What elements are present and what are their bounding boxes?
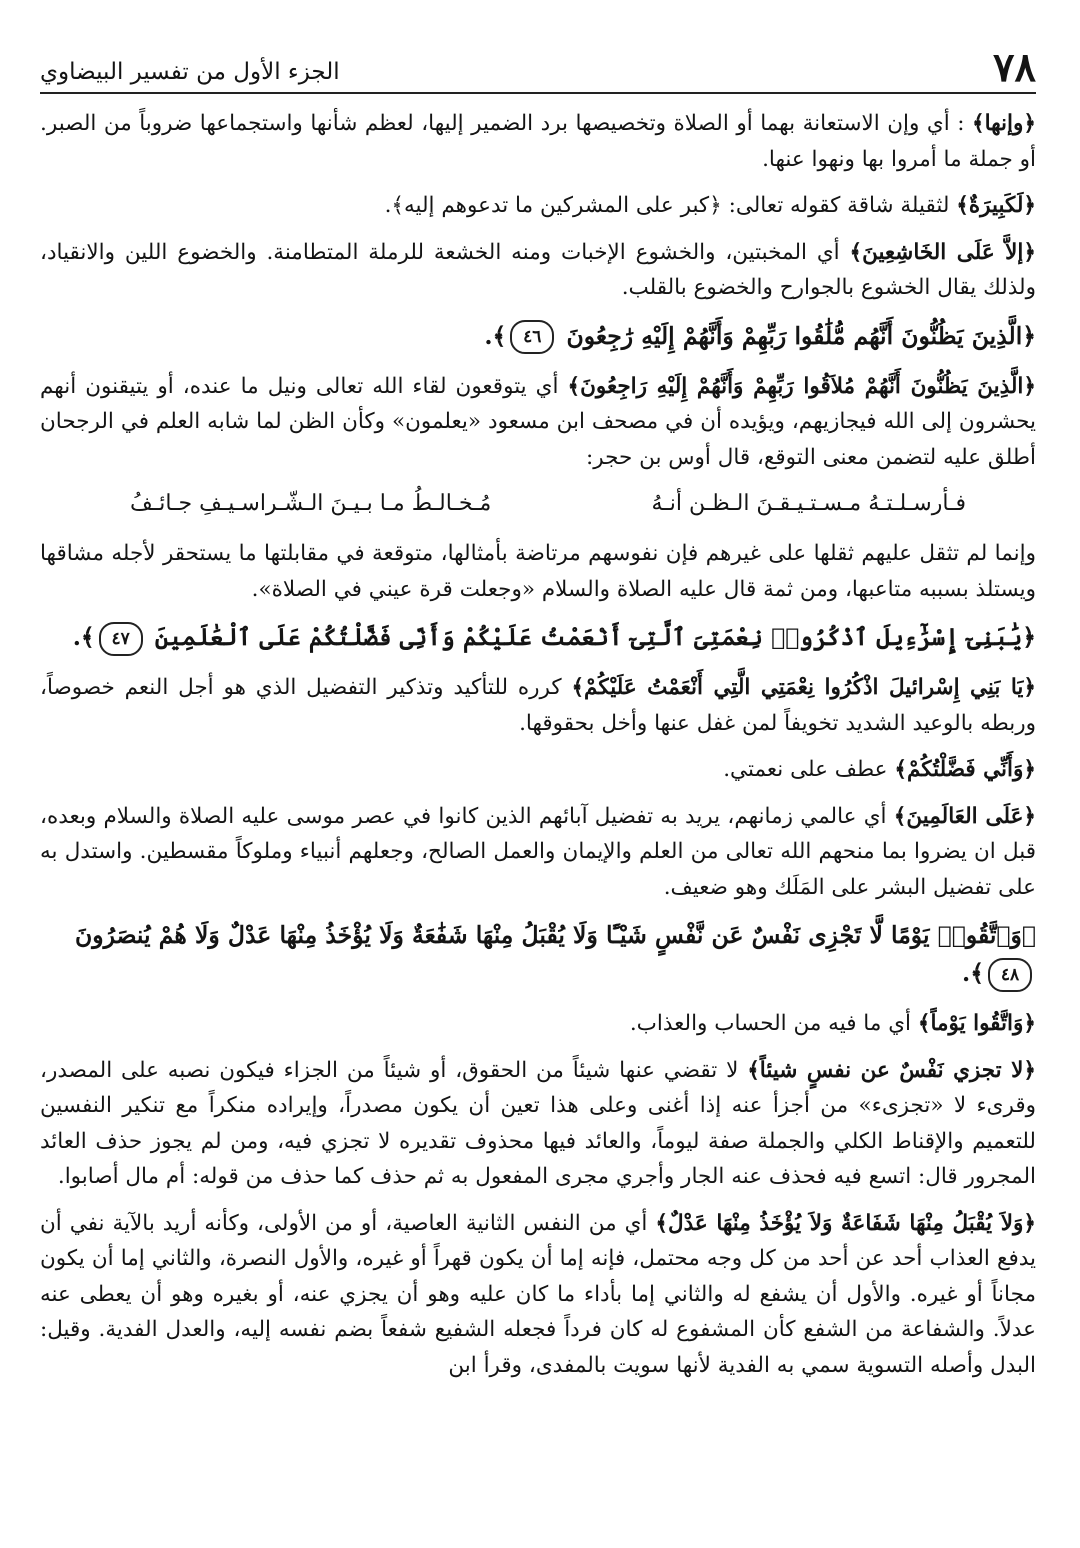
verse-end: ﴾. bbox=[72, 623, 95, 651]
commentary-paragraph bbox=[40, 188, 1036, 224]
poetry-verse bbox=[130, 486, 966, 522]
commentary-text: كرره للتأكيد وتذكير التفضيل الذي هو أجل النعم خصوصاً، وربطه بالوعيد الشديد تخويفاً لمن غفل عنها وأخل بحقوقها. bbox=[40, 675, 1036, 736]
quoted-keyword: ﴿الَّذِينَ يَظُنُّونَ أَنَّهُمْ مُلاَقُوا رَبِّهِمْ وَأَنَّهُمْ إِلَيْهِ رَاجِعُونَ﴾ bbox=[567, 373, 1037, 399]
quran-verse bbox=[40, 317, 1036, 355]
commentary-paragraph bbox=[40, 1053, 1036, 1195]
commentary-paragraph bbox=[40, 1206, 1036, 1384]
commentary-text: لثقيلة شاقة كقوله تعالى: ﴿كبر على المشركين ما تدعوهم إليه﴾. bbox=[384, 193, 957, 218]
poem-second-hemistich: مُـخـالـطُ مـا بـيـنَ الـشّـراسـيـفِ جـائـفُ bbox=[130, 491, 492, 516]
quoted-keyword: ﴿لَكَبِيرَةٌ﴾ bbox=[956, 193, 1036, 218]
verse-text: ﴿الَّذِينَ يَظُنُّونَ أَنَّهُم مُّلَٰقُوا رَبِّهِمْ وَأَنَّهُمْ إِلَيْهِ رَٰجِعُونَ bbox=[566, 321, 1036, 350]
commentary-paragraph bbox=[40, 799, 1036, 906]
commentary-text: وإنما لم تثقل عليهم ثقلها على غيرهم فإن نفوسهم مرتاضة بأمثالها، متوقعة في مقابلتها ما يستحقر لأجله مشاقها ويستلذ بسببه متاعبها، ومن ثمة قال عليه الصلاة والسلام «وجعلت قرة عيني في الصلاة». bbox=[40, 541, 1036, 602]
commentary-paragraph bbox=[40, 369, 1036, 476]
ayah-number-marker: ٤٧ bbox=[99, 622, 143, 656]
commentary-text: أي ما فيه من الحساب والعذاب. bbox=[629, 1011, 918, 1036]
quoted-keyword: ﴿يَا بَنِي إِسْرائيلَ اذْكُرُوا نِعْمَتِي الَّتِي أَنْعَمْتُ عَلَيْكُمْ﴾ bbox=[571, 675, 1036, 700]
commentary-text: لا تقضي عنها شيئاً من الحقوق، أو شيئاً من الجزاء فيكون نصبه على المصدر، وقرىء لا «تجزىء» من أجزأ عنه إذا أغنى وعلى هذا تعين أن يكون مصدراً، وإيراده منكراً مع تنكير النفسين للتعميم والإقناط الكلي والجملة صفة ليوماً، والعائد فيها محذوف تقديره لا تجزي فيه، ومن لم يجوز حذف العائد المجرور قال: اتسع فيه فحذف عنه الجار وأجري مجرى المفعول به ثم حذف كما حذف من قوله: أم مال أصابوا. bbox=[40, 1057, 1036, 1189]
verse-text: ﴿وَٱتَّقُوا۟ يَوْمًا لَّا تَجْزِى نَفْسٌ عَن نَّفْسٍ شَيْـًٔا وَلَا يُقْبَلُ مِنْهَا شَفَٰعَةٌ وَلَا يُؤْخَذُ مِنْهَا عَدْلٌ وَلَا هُمْ يُنصَرُونَ bbox=[74, 921, 1036, 949]
page-body bbox=[40, 106, 1036, 1383]
commentary-paragraph bbox=[40, 536, 1036, 607]
commentary-text: : أي وإن الاستعانة بهما أو الصلاة وتخصيصها برد الضمير إليها، لعظم شأنها واستجماعها ضروباً من الصبر. أو جملة ما أمروا بها ونهوا عنها. bbox=[40, 111, 1036, 172]
verse-end: ﴾. bbox=[962, 959, 984, 987]
commentary-paragraph bbox=[40, 235, 1036, 306]
quoted-keyword: ﴿وَأَنِّي فَضَّلْتُكُمْ﴾ bbox=[894, 757, 1036, 782]
poem-first-hemistich: فـأرسـلـتـهُ مـسـتـيـقـنَ الـظـن أنـهُ bbox=[651, 491, 966, 516]
commentary-text: أي عالمي زمانهم، يريد به تفضيل آبائهم الذين كانوا في عصر موسى عليه الصلاة والسلام وبعده، قبل ان يضروا بما منحهم الله تعالى من العلم والإيمان والعمل الصالح، وجعلهم أنبياء وملوكاً مقسطين. واستدل به على تفضيل البشر على المَلَك وهو ضعيف. bbox=[40, 803, 1036, 900]
commentary-paragraph bbox=[40, 1006, 1036, 1042]
ayah-number-marker: ٤٨ bbox=[988, 958, 1032, 992]
quoted-keyword: ﴿وَاتَّقُوا يَوْماً﴾ bbox=[917, 1011, 1036, 1036]
quoted-keyword: ﴿إلاَّ عَلَى الخَاشِعِينَ﴾ bbox=[849, 239, 1036, 265]
commentary-paragraph bbox=[40, 106, 1036, 177]
quoted-keyword: ﴿لا تجزي نَفْسٌ عن نفسٍ شيئاً﴾ bbox=[747, 1057, 1037, 1083]
verse-text: ﴿يَٰبَنِىٓ إِسْرَٰٓءِيلَ ٱذْكُرُوا۟ نِعْمَتِىَ ٱلَّتِىٓ أَنْعَمْتُ عَلَيْكُمْ وَأَنِّى فَضَّلْتُكُمْ عَلَى ٱلْعَٰلَمِينَ bbox=[154, 623, 1036, 651]
quoted-keyword: ﴿وإنها﴾ bbox=[972, 111, 1036, 136]
commentary-text: أي المخبتين، والخشوع الإخبات ومنه الخشعة للرملة المتطامنة. والخضوع اللين والانقياد، ولذلك يقال الخشوع بالجوارح والخضوع بالقلب. bbox=[40, 239, 1036, 300]
commentary-paragraph bbox=[40, 670, 1036, 741]
commentary-text: أي من النفس الثانية العاصية، أو من الأولى، وكأنه أريد بالآية نفي أن يدفع العذاب أحد عن أحد من كل وجه محتمل، فإنه إما أن يكون قهراً أو غيره، والأول النصرة، والثاني إما أن يكون مجاناً أو غيره. والأول أن يشفع له والثاني إما بأداء ما كان عليه وهو أن يجزي عنه، أو بغيره وهو أن يعطى عنه عدلاً. والشفاعة من الشفع كأن المشفوع له كان فرداً فجعله الشفيع شفعاً بضم نفسه إليه، والعدل الفدية. وقيل: البدل وأصله التسوية سمي به الفدية لأنها سويت بالمفدى، وقرأ ابن bbox=[40, 1210, 1036, 1378]
quoted-keyword: ﴿عَلَى العَالَمِينَ﴾ bbox=[893, 803, 1036, 829]
commentary-text: أي يتوقعون لقاء الله تعالى ونيل ما عنده، أو يتيقنون أنهم يحشرون إلى الله فيجازيهم، ويؤيده أن في مصحف ابن مسعود «يعلمون» وكأن الظن لما شابه العلم في الرجحان أطلق عليه لتضمن معنى التوقع، قال أوس بن حجر: bbox=[40, 373, 1036, 470]
quoted-keyword: ﴿وَلاَ يُقْبَلُ مِنْهَا شَفَاعَةٌ وَلاَ يُؤْخَذُ مِنْهَا عَدْلٌ﴾ bbox=[655, 1210, 1037, 1236]
ayah-number-marker: ٤٦ bbox=[510, 320, 554, 354]
quran-verse bbox=[40, 916, 1036, 992]
quran-verse bbox=[40, 618, 1036, 656]
commentary-text: عطف على نعمتي. bbox=[723, 757, 895, 782]
running-title: الجزء الأول من تفسير البيضاوي bbox=[40, 59, 340, 85]
page-number: ٧٨ bbox=[993, 44, 1036, 91]
verse-end: ﴾. bbox=[484, 321, 507, 350]
page-header bbox=[40, 28, 1036, 94]
commentary-paragraph bbox=[40, 752, 1036, 788]
